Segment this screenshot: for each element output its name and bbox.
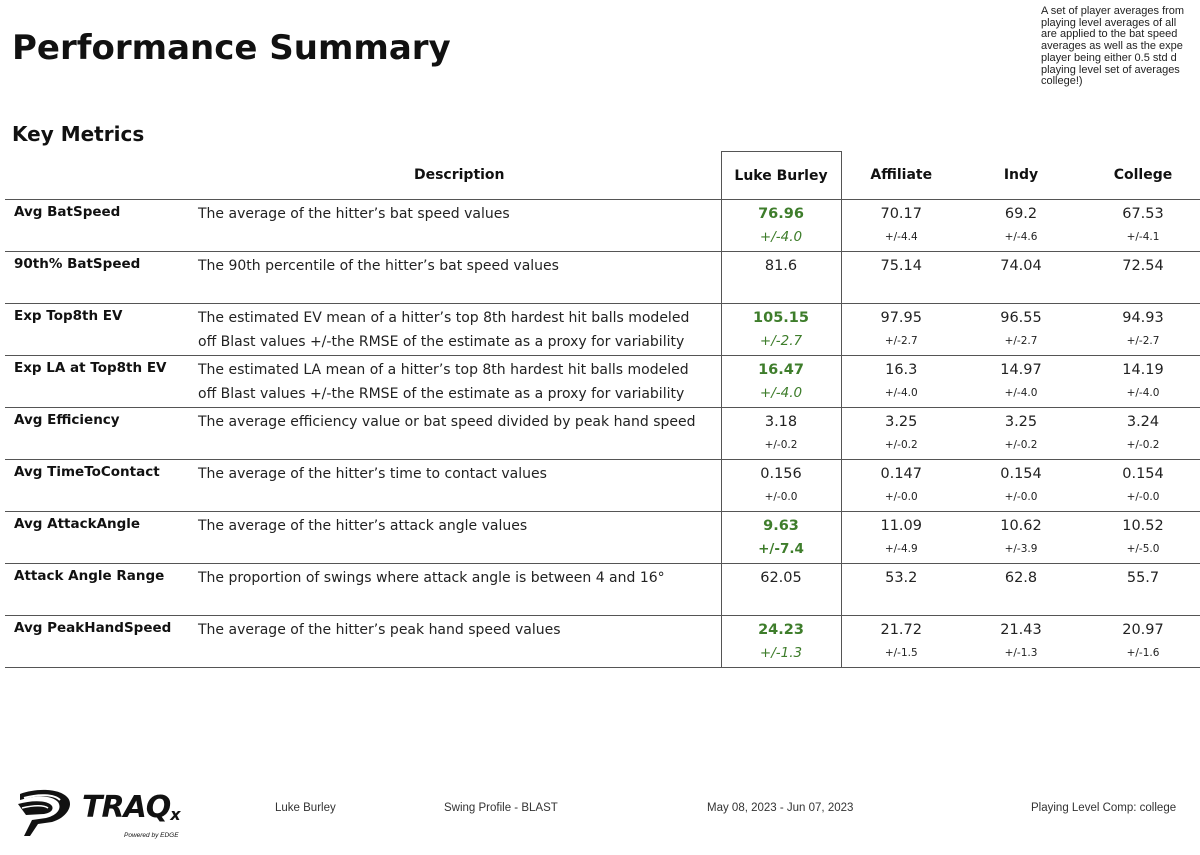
college-sd: +/-4.1 (1126, 231, 1160, 243)
description-line: The estimated LA mean of a hitter’s top 8th hardest hit balls modeled (198, 362, 689, 378)
section-title: Key Metrics (12, 122, 145, 146)
description-cell (198, 408, 721, 460)
player-sd (722, 278, 841, 300)
player-value-cell (721, 408, 841, 460)
affiliate-value-cell (841, 408, 961, 460)
college-value-cell (1081, 408, 1200, 460)
player-sd: +/-1.3 (759, 645, 803, 661)
metric-cell (5, 512, 198, 564)
college-value-cell (1081, 356, 1200, 408)
table-row (5, 252, 1200, 304)
college-value-cell (1081, 616, 1200, 668)
description-cell (198, 252, 721, 304)
description-cell (198, 200, 721, 252)
indy-sd: +/-1.3 (1004, 647, 1038, 659)
metric-cell (5, 356, 198, 408)
table-row (5, 460, 1200, 512)
indy-value-cell (961, 252, 1081, 304)
college-header: College (1081, 152, 1200, 200)
indy-value: 3.25 (1004, 414, 1038, 430)
college-sd: +/-0.2 (1126, 439, 1160, 451)
indy-value-cell (961, 408, 1081, 460)
note-line: averages as well as the expe (1041, 40, 1183, 53)
college-sd: +/-1.6 (1126, 647, 1160, 659)
affiliate-sd: +/-4.0 (884, 387, 918, 399)
note-line: are applied to the bat speed (1041, 28, 1178, 41)
affiliate-value: 0.147 (880, 466, 922, 482)
player-value: 3.18 (764, 414, 798, 430)
college-value: 72.54 (1122, 258, 1164, 274)
affiliate-value-cell (841, 304, 961, 356)
metric-name: Avg BatSpeed (14, 204, 121, 220)
affiliate-value-cell (841, 512, 961, 564)
affiliate-value-cell (841, 564, 961, 616)
description-line: The 90th percentile of the hitter’s bat speed values (198, 258, 559, 274)
player-value: 76.96 (758, 206, 804, 222)
player-value: 24.23 (758, 622, 804, 638)
indy-value: 0.154 (1000, 466, 1042, 482)
affiliate-value: 21.72 (880, 622, 922, 638)
college-value-cell (1081, 512, 1200, 564)
affiliate-value-cell (841, 460, 961, 512)
indy-value-cell (961, 356, 1081, 408)
metric-header (5, 152, 198, 200)
player-value: 9.63 (763, 518, 799, 534)
indy-sd: +/-4.0 (1004, 387, 1038, 399)
key-metrics-table (5, 151, 1200, 668)
table-row (5, 356, 1200, 408)
player-sd: +/-0.0 (764, 491, 798, 503)
indy-value-cell (961, 304, 1081, 356)
affiliate-sd: +/-0.2 (884, 439, 918, 451)
traqx-logo (16, 784, 216, 844)
affiliate-value: 97.95 (880, 310, 922, 326)
indy-value-cell (961, 564, 1081, 616)
indy-value-cell (961, 200, 1081, 252)
metric-cell (5, 304, 198, 356)
indy-header: Indy (961, 152, 1081, 200)
footer (0, 780, 1200, 840)
player-sd: +/-0.2 (764, 439, 798, 451)
description-cell (198, 564, 721, 616)
footer-profile: Swing Profile - BLAST (444, 802, 558, 814)
college-value: 14.19 (1122, 362, 1164, 378)
indy-value: 74.04 (1000, 258, 1042, 274)
metric-name: Exp Top8th EV (14, 308, 123, 324)
indy-sd (961, 590, 1081, 612)
indy-value: 21.43 (1000, 622, 1042, 638)
college-value-cell (1081, 200, 1200, 252)
powered-by: Powered by EDGE (124, 832, 179, 839)
note-line: playing level set of averages (1041, 63, 1180, 76)
college-sd: +/-4.0 (1126, 387, 1160, 399)
affiliate-value: 75.14 (880, 258, 922, 274)
player-value-cell (721, 512, 841, 564)
affiliate-sd: +/-2.7 (884, 335, 918, 347)
college-sd (1081, 590, 1200, 612)
college-value: 94.93 (1122, 310, 1164, 326)
metric-cell (5, 616, 198, 668)
description-cell (198, 616, 721, 668)
player-value-cell (721, 460, 841, 512)
indy-value: 10.62 (1000, 518, 1042, 534)
player-sd: +/-2.7 (759, 333, 803, 349)
player-value: 0.156 (760, 466, 802, 482)
metric-name: Exp LA at Top8th EV (14, 360, 167, 376)
college-sd: +/-0.0 (1126, 491, 1160, 503)
description-line: The average of the hitter’s peak hand speed values (198, 622, 561, 638)
player-value: 81.6 (764, 258, 798, 274)
affiliate-value-cell (841, 356, 961, 408)
note-line: college!) (1041, 75, 1083, 88)
player-value-cell (721, 200, 841, 252)
description-cell (198, 512, 721, 564)
logo-text: TRAQ (82, 790, 171, 825)
indy-sd: +/-2.7 (1004, 335, 1038, 347)
table-row (5, 564, 1200, 616)
college-value: 3.24 (1126, 414, 1160, 430)
affiliate-value: 3.25 (885, 414, 918, 430)
indy-sd: +/-0.0 (1004, 491, 1038, 503)
metric-cell (5, 460, 198, 512)
player-header: Luke Burley (721, 152, 841, 200)
college-value-cell (1081, 252, 1200, 304)
affiliate-sd: +/-4.4 (884, 231, 918, 243)
college-value: 67.53 (1122, 206, 1164, 222)
indy-value-cell (961, 460, 1081, 512)
description-line: The average of the hitter’s attack angle values (198, 518, 528, 534)
affiliate-value-cell (841, 616, 961, 668)
college-sd: +/-2.7 (1126, 335, 1160, 347)
player-value: 105.15 (753, 310, 809, 326)
indy-value-cell (961, 616, 1081, 668)
affiliate-header: Affiliate (841, 152, 961, 200)
indy-sd: +/-4.6 (1004, 231, 1038, 243)
affiliate-value-cell (841, 252, 961, 304)
table-row (5, 512, 1200, 564)
player-value-cell (721, 616, 841, 668)
description-line: The average efficiency value or bat speed divided by peak hand speed (198, 414, 696, 430)
table-row (5, 200, 1200, 252)
metric-name: Avg AttackAngle (14, 516, 141, 532)
note-line: playing level averages of all (1041, 16, 1177, 29)
affiliate-sd (842, 278, 962, 300)
indy-sd: +/-0.2 (1004, 439, 1038, 451)
metric-name: 90th% BatSpeed (14, 256, 141, 272)
college-value-cell (1081, 460, 1200, 512)
college-sd (1081, 278, 1200, 300)
logo-sub: x (170, 805, 180, 824)
table-header-row (5, 152, 1200, 200)
affiliate-sd (842, 590, 962, 612)
affiliate-sd: +/-4.9 (884, 543, 918, 555)
page-title: Performance Summary (12, 28, 451, 68)
indy-sd (961, 278, 1081, 300)
player-value-cell (721, 356, 841, 408)
table-row (5, 304, 1200, 356)
affiliate-value-cell (841, 200, 961, 252)
description-cell (198, 460, 721, 512)
description-line: The estimated EV mean of a hitter’s top 8th hardest hit balls modeled (198, 310, 690, 326)
affiliate-value: 53.2 (885, 570, 918, 586)
description-line: The average of the hitter’s time to contact values (198, 466, 547, 482)
affiliate-value: 16.3 (885, 362, 918, 378)
metric-name: Avg PeakHandSpeed (14, 620, 172, 636)
footer-player-name: Luke Burley (275, 802, 336, 814)
indy-value-cell (961, 512, 1081, 564)
table-row (5, 616, 1200, 668)
indy-value: 62.8 (1004, 570, 1038, 586)
table-row (5, 408, 1200, 460)
player-value: 62.05 (760, 570, 802, 586)
indy-value: 96.55 (1000, 310, 1042, 326)
metric-name: Avg Efficiency (14, 412, 120, 428)
description-header: Description (198, 152, 721, 200)
description-line: off Blast values +/-the RMSE of the estimate as a proxy for variability (198, 386, 685, 402)
metric-cell (5, 200, 198, 252)
affiliate-sd: +/-1.5 (884, 647, 918, 659)
college-value: 10.52 (1122, 518, 1164, 534)
indy-value: 14.97 (1000, 362, 1042, 378)
logo-wordmark (82, 790, 180, 825)
indy-sd: +/-3.9 (1004, 543, 1038, 555)
footer-date-range: May 08, 2023 - Jun 07, 2023 (707, 802, 854, 814)
college-value-cell (1081, 564, 1200, 616)
note-line: player being either 0.5 std d (1041, 51, 1177, 64)
player-sd (722, 590, 841, 612)
player-value-cell (721, 252, 841, 304)
metric-name: Avg TimeToContact (14, 464, 160, 480)
metric-cell (5, 408, 198, 460)
affiliate-sd: +/-0.0 (884, 491, 918, 503)
affiliate-value: 11.09 (880, 518, 922, 534)
player-sd: +/-7.4 (758, 541, 804, 557)
description-line: off Blast values +/-the RMSE of the estimate as a proxy for variability (198, 334, 685, 350)
player-sd: +/-4.0 (759, 385, 803, 401)
college-value-cell (1081, 304, 1200, 356)
description-cell (198, 304, 721, 356)
college-sd: +/-5.0 (1126, 543, 1160, 555)
college-value: 55.7 (1126, 570, 1160, 586)
player-sd: +/-4.0 (759, 229, 803, 245)
traqx-logo-mark-icon (16, 784, 76, 840)
player-value-cell (721, 304, 841, 356)
note-line: A set of player averages from (1041, 6, 1185, 17)
footer-comp: Playing Level Comp: college (1031, 802, 1177, 814)
metric-name: Attack Angle Range (14, 568, 165, 584)
metric-cell (5, 564, 198, 616)
affiliate-value: 70.17 (880, 206, 922, 222)
player-value: 16.47 (758, 362, 804, 378)
college-value: 20.97 (1122, 622, 1164, 638)
description-cell (198, 356, 721, 408)
methodology-note (1041, 6, 1200, 88)
description-line: The average of the hitter’s bat speed values (198, 206, 510, 222)
metric-cell (5, 252, 198, 304)
indy-value: 69.2 (1004, 206, 1038, 222)
player-value-cell (721, 564, 841, 616)
description-line: The proportion of swings where attack angle is between 4 and 16° (198, 570, 665, 586)
college-value: 0.154 (1122, 466, 1164, 482)
